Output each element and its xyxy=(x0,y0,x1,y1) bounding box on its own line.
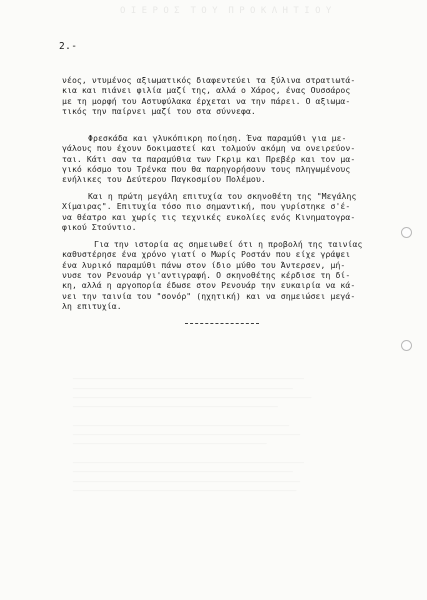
bleed-through-text: ────────────────────────────────────────────────────────────── ─────────────────────────────────────────────────────────── ──────────────────────────────────────────────────────────────── ─────────────────────────────────────────────────────── ────────────────────────────────────────────────────────── ───────────────────────────────────────────────────────────── ──────────────────────────────────────────────────── ────────────────────────────────────────────────────────────── ─────────────────────────────────────────────────────────── ───────────────────────────────────────────────────────────── ──────────────────────────────────────────────────────────── xyxy=(72,376,312,495)
paragraph-line: Χίμαιρας". Επιτυχία τόσο πιο σημαντική, που γυρίστηκε σ'έ- xyxy=(62,201,351,212)
paragraph-1 xyxy=(62,75,362,116)
paragraph-line: νει την ταινία του "σονόρ" (ηχητική) και να σημειώσει μεγά- xyxy=(62,290,356,301)
paragraph-2 xyxy=(62,133,362,185)
paragraph-line: φικού Στούντιο. xyxy=(62,222,137,233)
paragraph-line: κια και πιάνει φιλία μαζί της, αλλά ο Χάρος, ένας Ουσσάρος xyxy=(62,85,351,96)
paragraph-line: λη επιτυχία. xyxy=(62,301,122,312)
paragraph-line: Για την ιστορία ας σημειωθεί ότι η προβολή της ταινίας xyxy=(94,239,363,249)
paragraph-line: νέος, ντυμένος αξιωματικός διαφεντεύει τα ξύλινα στρατιωτά- xyxy=(62,75,356,85)
punch-hole-icon xyxy=(401,227,412,238)
paragraph-line: να θέατρο και χωρίς τις τεχνικές ευκολίες ενός Κινηματογρα- xyxy=(62,211,356,222)
paragraph-line: γάλους που έχουν δοκιμαστεί και τολμούν ακόμη να ονειρεύον- xyxy=(62,143,356,154)
paragraph-line: Φρεσκάδα και γλυκόπικρη ποίηση. Ένα παραμύθι για με- xyxy=(88,133,347,143)
paragraph-line: κη, αλλά η αργοπορία έδωσε στον Ρενουάρ την ευκαιρία να κά- xyxy=(62,280,356,291)
paragraph-line: καθυστέρησε ένα χρόνο γιατί ο Μωρίς Ροστάν που είχε γράψει xyxy=(62,249,351,260)
paragraph-line: νυσε τον Ρενουάρ γι'αντιγραφή. Ο σκηνοθέτης κέρδισε τη δί- xyxy=(62,270,351,281)
paragraph-line: ενήλικες του Δεύτερου Παγκοσμίου Πολέμου. xyxy=(62,174,266,185)
paragraph-line: Και η πρώτη μεγάλη επιτυχία του σκηνοθέτη της "Μεγάλης xyxy=(88,191,357,201)
paragraph-3 xyxy=(62,191,362,232)
page-number: 2.- xyxy=(59,41,78,52)
paragraph-line: τικός την παίρνει μαζί του στα σύννεφα. xyxy=(62,106,256,117)
paragraph-line: γικό κόσμο του Τρένκα που θα παρηγορήσουν τους πληγωμένους xyxy=(62,164,351,175)
paragraph-4 xyxy=(62,239,362,311)
punch-hole-icon xyxy=(401,340,412,351)
section-divider xyxy=(185,323,259,324)
paragraph-line: ται. Κάτι σαν τα παραμύθια των Γκριμ και Πρεβέρ και τον μα- xyxy=(62,153,356,164)
paragraph-line: ένα λυρικό παραμύθι πάνω στον ίδιο μύθο του Άντερσεν, μή- xyxy=(62,259,346,270)
bleed-through-header: Ο Ι Ε Ρ Ο Σ Τ Ο Υ Π Ρ Ο Κ Λ Η Τ Ι Ο Υ xyxy=(120,6,332,16)
paragraph-line: με τη μορφή του Αστυφύλακα έρχεται να την πάρει. Ο αξιωμα- xyxy=(62,95,351,106)
